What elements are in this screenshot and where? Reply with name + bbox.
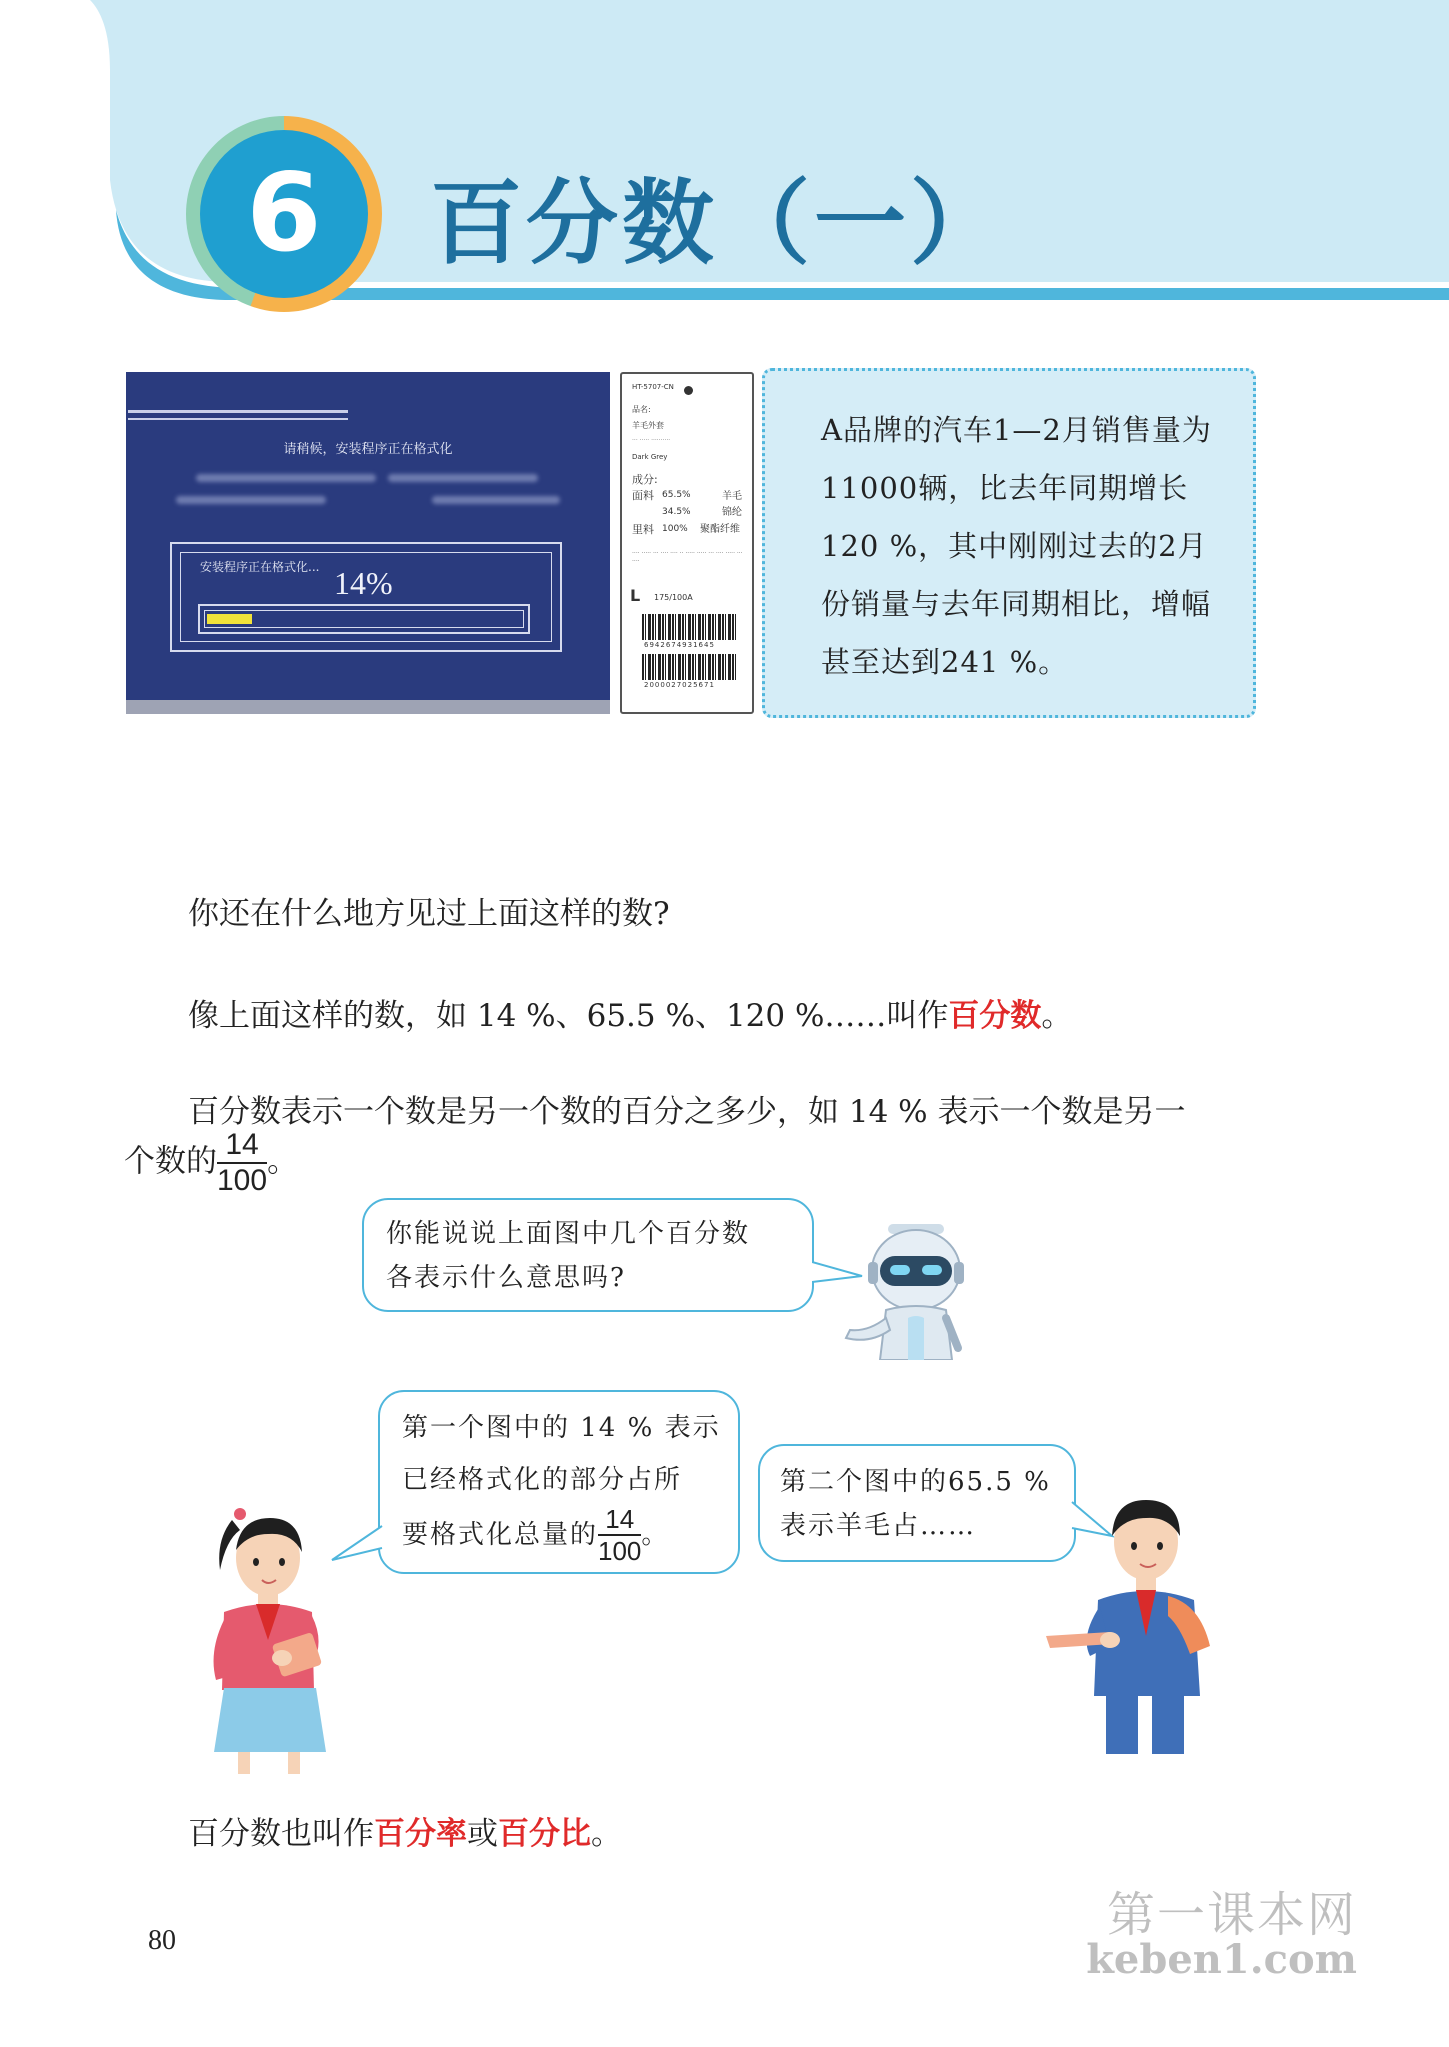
definition-paragraph bbox=[188, 990, 1072, 1035]
alias-or: 或 bbox=[467, 1816, 498, 1852]
term-percentage-ratio: 百分比 bbox=[498, 1816, 591, 1852]
tag-size: L bbox=[630, 586, 641, 605]
boy-bubble-line1: 第二个图中的65.5 % bbox=[780, 1467, 1051, 1497]
screen-percent-readout: 14% bbox=[334, 565, 393, 601]
tag-face-mat2: 锦纶 bbox=[722, 507, 742, 518]
tag-lining-mat: 聚酯纤维 bbox=[700, 524, 740, 535]
tag-barcode-number: 6942674931645 bbox=[644, 641, 715, 649]
screen-progress-bar bbox=[198, 604, 530, 634]
question-where-seen: 你还在什么地方见过上面这样的数? bbox=[188, 896, 670, 932]
screen-progress-fill bbox=[207, 614, 252, 624]
car-sales-text: A品牌的汽车1—2月销售量为11000辆，比去年同期增长120 %，其中刚刚过去的2月份销量与去年同期相比，增幅甚至达到241 %。 bbox=[821, 413, 1212, 679]
robot-bubble-line1: 你能说说上面图中几个百分数 bbox=[386, 1219, 751, 1249]
tag-fine-print: ··· ····· ·········· bbox=[632, 437, 671, 444]
tag-name-label: 品名: bbox=[632, 405, 651, 414]
tag-face-pct1: 65.5% bbox=[662, 490, 691, 500]
tag-composition-label: 成分: bbox=[632, 473, 658, 486]
girl-bubble-line2: 已经格式化的部分占所 bbox=[402, 1465, 683, 1495]
girl-bubble-end: 。 bbox=[641, 1520, 670, 1550]
tag-size-spec: 175/100A bbox=[654, 593, 693, 602]
clothing-tag-photo bbox=[620, 372, 754, 714]
alias-paragraph bbox=[188, 1808, 622, 1853]
screen-bottom-stripe bbox=[126, 700, 610, 714]
tag-hole bbox=[684, 386, 693, 395]
chapter-number-badge bbox=[186, 116, 382, 312]
girl-bubble-text: 要格式化总量的 bbox=[402, 1520, 599, 1550]
girl-bubble-line1: 第一个图中的 14 % 表示 bbox=[402, 1413, 721, 1443]
tag-face-mat1: 羊毛 bbox=[722, 491, 742, 502]
chapter-title: 百分数（一） bbox=[430, 170, 1007, 277]
robot-speech-bubble bbox=[362, 1198, 814, 1312]
tag-barcode bbox=[642, 614, 736, 640]
tag-face-label: 面料 bbox=[632, 489, 654, 502]
screen-format-label: 安装程序正在格式化... bbox=[200, 560, 320, 574]
term-percentage-rate: 百分率 bbox=[374, 1816, 467, 1852]
robot-illustration bbox=[842, 1218, 978, 1360]
boy-student-illustration bbox=[1040, 1486, 1240, 1766]
girl-bubble-line3 bbox=[402, 1506, 669, 1564]
fraction-denominator: 100 bbox=[217, 1164, 268, 1197]
fraction-14-over-100 bbox=[598, 1506, 641, 1564]
meaning-paragraph-line2 bbox=[124, 1130, 298, 1196]
meaning-text: 个数的 bbox=[124, 1143, 217, 1180]
fraction-numerator: 14 bbox=[217, 1130, 267, 1164]
girl-speech-bubble bbox=[378, 1390, 740, 1574]
screen-divider bbox=[128, 418, 348, 420]
robot-bubble-line2: 各表示什么意思吗? bbox=[386, 1263, 626, 1293]
car-sales-info-box bbox=[762, 368, 1256, 718]
tag-lining-pct: 100% bbox=[662, 524, 688, 534]
fraction-denominator: 100 bbox=[598, 1536, 642, 1566]
tag-lining-label: 里料 bbox=[632, 523, 654, 536]
tag-color-value: Dark Grey bbox=[632, 453, 668, 461]
definition-text: 像上面这样的数，如 14 %、65.5 %、120 %……叫作 bbox=[188, 998, 949, 1034]
page-number: 80 bbox=[148, 1925, 176, 1956]
watermark-en: keben1.com bbox=[1086, 1936, 1357, 1983]
screen-divider bbox=[128, 410, 348, 413]
girl-student-illustration bbox=[196, 1500, 346, 1780]
term-percent-number: 百分数 bbox=[948, 998, 1042, 1034]
tag-face-pct2: 34.5% bbox=[662, 507, 691, 517]
screen-blurred-text bbox=[432, 496, 560, 504]
fraction-14-over-100 bbox=[217, 1130, 267, 1196]
screen-blurred-text bbox=[176, 496, 326, 504]
alias-end: 。 bbox=[591, 1816, 622, 1852]
boy-bubble-line2: 表示羊毛占…… bbox=[780, 1511, 977, 1541]
boy-speech-bubble bbox=[758, 1444, 1076, 1562]
definition-end: 。 bbox=[1041, 998, 1073, 1034]
fraction-numerator: 14 bbox=[598, 1506, 641, 1536]
watermark-cn: 第一课本网 bbox=[1106, 1887, 1357, 1943]
meaning-paragraph-line1: 百分数表示一个数是另一个数的百分之多少，如 14 % 表示一个数是另一 bbox=[188, 1094, 1186, 1130]
screen-blurred-text bbox=[196, 474, 376, 482]
screen-blurred-text bbox=[388, 474, 538, 482]
tag-barcode bbox=[642, 654, 736, 680]
tag-name-value: 羊毛外套 bbox=[632, 421, 664, 430]
chapter-number: 6 bbox=[246, 151, 322, 276]
meaning-end: 。 bbox=[267, 1143, 299, 1180]
alias-text: 百分数也叫作 bbox=[188, 1816, 374, 1852]
formatting-screen-photo bbox=[126, 372, 610, 714]
tag-barcode-number: 2000027025671 bbox=[644, 681, 715, 689]
tag-code: HT-5707-CN bbox=[632, 383, 674, 391]
screen-wait-text: 请稍候，安装程序正在格式化 bbox=[283, 442, 453, 457]
tag-fine-print: ···· ····· ··· ···· ···· ·· ····· ····· ··· ···· ····· ··· ···· bbox=[632, 550, 743, 565]
